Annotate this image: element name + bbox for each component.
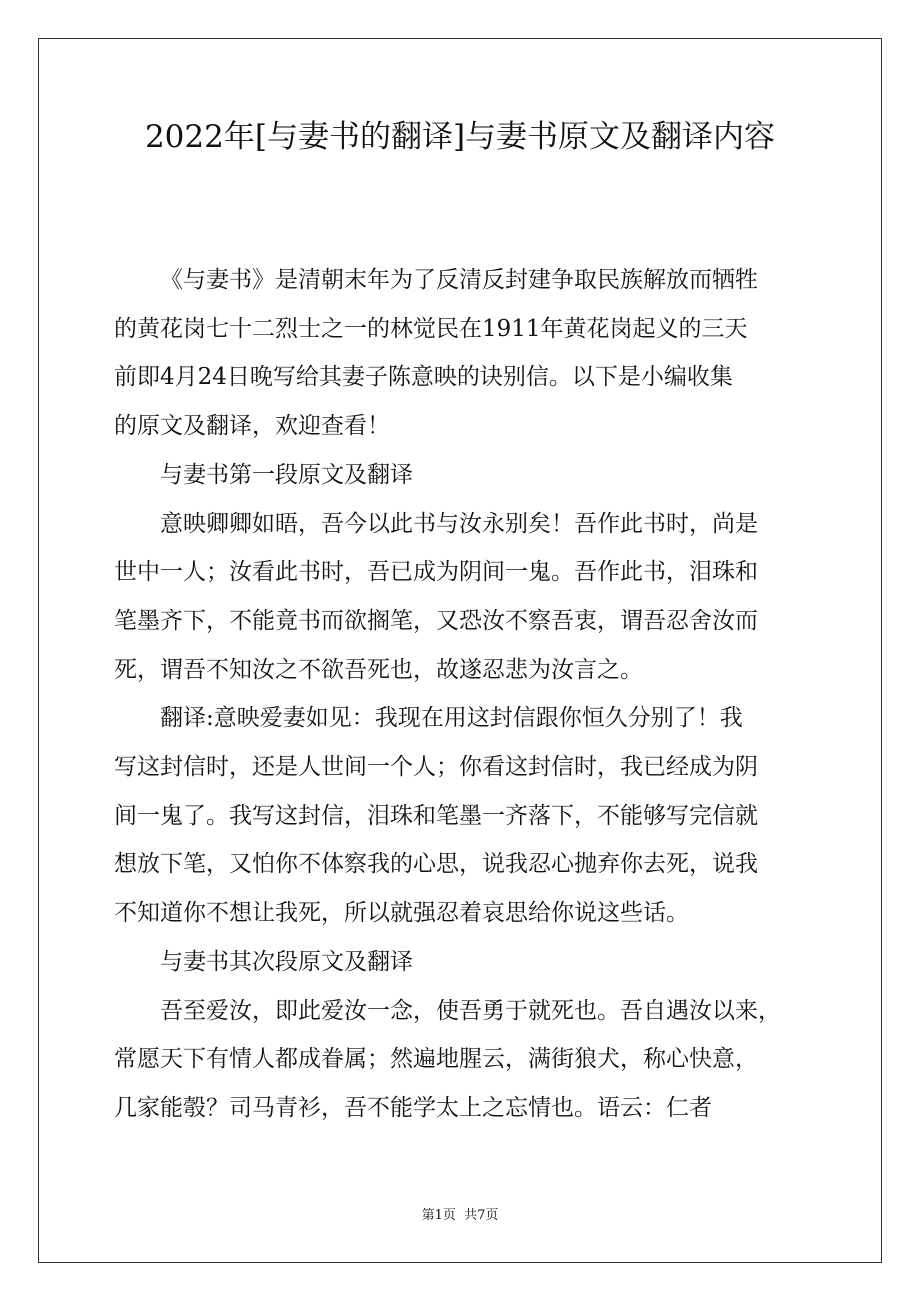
document-body [114, 256, 810, 1133]
text-line: 想放下笔，又怕你不体察我的心思，说我忍心抛弃你去死，说我 [114, 851, 758, 878]
page-number: 第1页 [421, 1208, 456, 1223]
text-line: 翻译:意映爱妻如见：我现在用这封信跟你恒久分别了！我 [160, 705, 743, 732]
paragraph [114, 694, 810, 938]
text-line: 与妻书其次段原文及翻译 [160, 948, 413, 975]
page-footer [38, 1206, 882, 1226]
paragraph [114, 938, 810, 987]
text-line: 前即4月24日晚写给其妻子陈意映的诀别信。以下是小编收集 [114, 364, 733, 391]
paragraph [114, 500, 810, 695]
text-line: 几家能彀？司马青衫，吾不能学太上之忘情也。语云：仁者 [114, 1094, 712, 1121]
text-line: 与妻书第一段原文及翻译 [160, 461, 413, 488]
text-line: 常愿天下有情人都成眷属；然遍地腥云，满街狼犬，称心快意， [114, 1046, 758, 1073]
text-line: 死，谓吾不知汝之不欲吾死也，故遂忍悲为汝言之。 [114, 656, 643, 683]
text-line: 意映卿卿如晤，吾今以此书与汝永别矣！吾作此书时，尚是 [160, 510, 758, 537]
text-line: 的黄花岗七十二烈士之一的林觉民在1911年黄花岗起义的三天 [114, 315, 748, 342]
text-line: 吾至爱汝，即此爱汝一念，使吾勇于就死也。吾自遇汝以来， [160, 997, 781, 1024]
page-total: 共7页 [464, 1208, 499, 1223]
document-title: 2022年[与妻书的翻译]与妻书原文及翻译内容 [144, 119, 776, 155]
paragraph [114, 256, 810, 451]
text-line: 间一鬼了。我写这封信，泪珠和笔墨一齐落下，不能够写完信就 [114, 802, 758, 829]
text-line: 《与妻书》是清朝末年为了反清反封建争取民族解放而牺牲 [160, 267, 758, 293]
paragraph [114, 451, 810, 500]
text-line: 的原文及翻译，欢迎查看！ [114, 413, 390, 440]
text-line: 不知道你不想让我死，所以就强忍着哀思给你说这些话。 [114, 900, 689, 927]
paragraph [114, 987, 810, 1133]
text-line: 写这封信时，还是人世间一个人；你看这封信时，我已经成为阴 [114, 754, 758, 781]
text-line: 笔墨齐下，不能竟书而欲搁笔，又恐汝不察吾衷，谓吾忍舍汝而 [114, 607, 758, 634]
text-line: 世中一人；汝看此书时，吾已成为阴间一鬼。吾作此书，泪珠和 [114, 559, 758, 586]
